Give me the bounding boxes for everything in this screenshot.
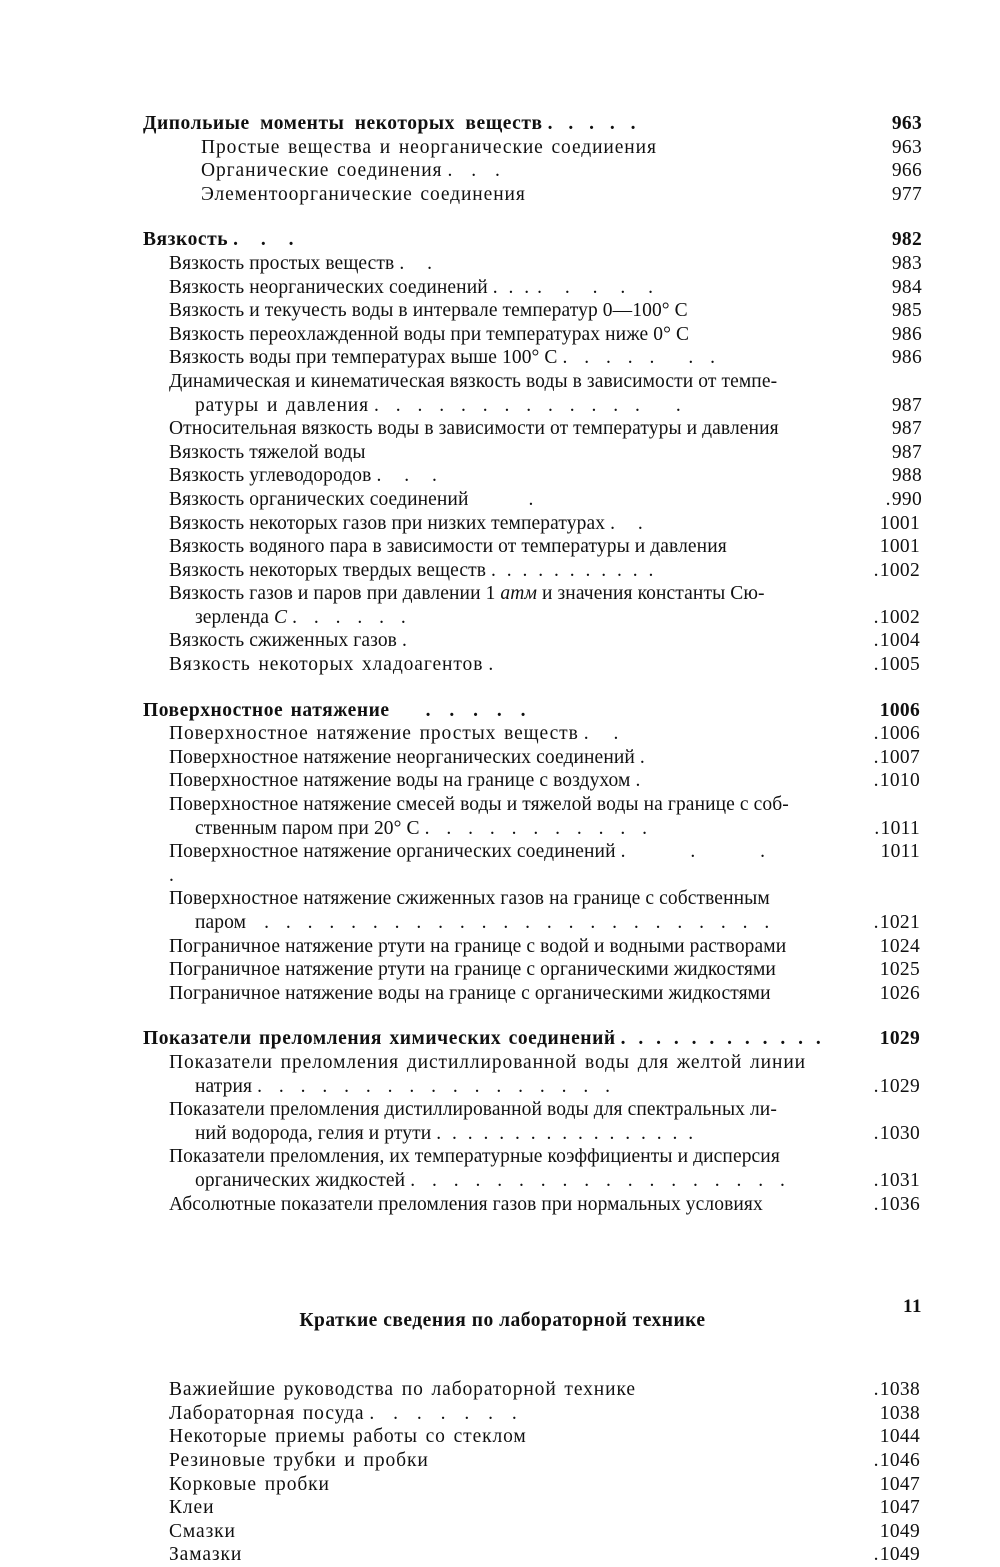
page-number — [840, 1543, 920, 1567]
list-item[interactable] — [169, 582, 922, 606]
page-number: 985 — [891, 300, 922, 322]
list-item[interactable] — [169, 276, 922, 300]
list-item[interactable] — [169, 793, 922, 817]
list-item[interactable] — [169, 1402, 922, 1426]
page-number-value: 1004 — [879, 630, 920, 652]
entry-title-cont: ний водорода, гелия и ртути — [195, 1122, 432, 1144]
subtitle-gap — [143, 1332, 922, 1378]
page-number: 987 — [891, 418, 922, 440]
dot-leader: . . . . . . . . . . . . — [620, 1028, 824, 1050]
list-item[interactable] — [169, 323, 922, 347]
list-item[interactable] — [169, 1051, 922, 1075]
list-item[interactable] — [169, 417, 922, 441]
dot-leader: . . . . . . . . . . . . . . . . . . — [410, 1169, 791, 1191]
entry-title: Вязкость простых веществ — [169, 252, 395, 274]
page-number: 986 — [891, 347, 922, 369]
entry-title: Органические соединения — [201, 160, 443, 182]
list-item[interactable] — [169, 1496, 922, 1520]
page-number — [840, 1027, 920, 1051]
entry-title: Смазки — [169, 1520, 236, 1542]
page-number — [840, 722, 920, 746]
dot-leader: . . . . . . . . . . . . . — [374, 394, 646, 416]
entry-title-cont: ственным паром при 20° С — [195, 817, 420, 839]
entry-title: Элементоорганические соединения — [201, 183, 526, 205]
page-number-value: 1029 — [879, 1028, 920, 1050]
dot-leader: . — [401, 630, 413, 652]
page-number — [840, 911, 920, 935]
dot-leader-2: . — [675, 394, 687, 416]
entry-title: Корковые пробки — [169, 1473, 330, 1495]
leader-dot: . — [873, 746, 879, 768]
list-item[interactable] — [169, 441, 922, 465]
leader-dot: . — [873, 723, 879, 745]
entry-title: Показатели преломления, их температурные коэффициенты и дисперсия — [169, 1146, 780, 1168]
page-number: 1011 — [880, 841, 920, 863]
list-item[interactable] — [169, 1425, 922, 1449]
list-item[interactable] — [169, 1543, 922, 1567]
dot-leader: . . . . . . . . . . . . . . . . . — [436, 1122, 697, 1144]
entry-title: Вязкость воды при температурах выше 100° С — [169, 347, 558, 369]
constant-c: С — [274, 606, 288, 628]
dot-leader-2: . . . . . — [537, 276, 663, 298]
toc-section-heading[interactable] — [143, 228, 922, 252]
entry-title: Пограничное натяжение ртути на границе с органическими жидкостями — [169, 959, 776, 981]
toc-section-heading[interactable] — [143, 112, 922, 136]
list-item[interactable] — [169, 488, 922, 512]
page-number: 1006 — [879, 699, 920, 721]
entry-title: Показатели преломления дистиллированной воды для спектральных ли- — [169, 1099, 777, 1121]
list-item[interactable] — [169, 464, 922, 488]
entry-title: Поверхностное натяжение органических соединений — [169, 841, 616, 863]
leader-dot: . — [873, 654, 879, 676]
folio-page-number: 11 — [903, 1296, 922, 1317]
leader-dot: . — [873, 1193, 879, 1215]
entry-title: Поверхностное натяжение смесей воды и тяжелой воды на границе с соб- — [169, 794, 789, 816]
list-item[interactable] — [169, 1098, 922, 1122]
list-item[interactable] — [169, 887, 922, 911]
page-number: 987 — [891, 394, 922, 416]
dot-leader: . . . — [447, 160, 506, 182]
list-item[interactable] — [169, 722, 922, 746]
list-item-continuation[interactable] — [169, 394, 922, 418]
entry-title-cont: органических жидкостей — [195, 1169, 406, 1191]
leader-dot: . — [873, 1449, 879, 1471]
leader-dot: . — [873, 770, 879, 792]
list-item[interactable] — [169, 840, 922, 887]
page-number — [840, 1169, 920, 1193]
page-number-value: 1011 — [880, 817, 920, 839]
page-number — [840, 1193, 920, 1217]
page-number — [840, 1449, 920, 1473]
page-number: 1024 — [879, 935, 920, 957]
toc-section-viscosity — [143, 228, 922, 676]
toc-section-surface-tension — [143, 699, 922, 1006]
page-number — [840, 1075, 920, 1099]
leader-dot: . — [873, 630, 879, 652]
dot-leader: . . . . . . . . . . . — [491, 559, 657, 581]
entry-title: Вязкость сжиженных газов — [169, 630, 397, 652]
page-number — [840, 1122, 920, 1146]
page-number-value: 1021 — [879, 912, 920, 933]
page-number — [842, 488, 922, 512]
entry-title: Простые вещества и неорганические соедииения — [201, 136, 657, 158]
list-item[interactable] — [201, 136, 922, 160]
dot-leader: . — [528, 488, 540, 510]
page-number — [840, 653, 920, 677]
page-number-value: 1046 — [879, 1449, 920, 1471]
page-number — [840, 769, 920, 793]
page-subtitle: Краткие сведения по лабораторной технике — [299, 1310, 706, 1332]
page-number: 1049 — [879, 1520, 920, 1542]
table-of-contents — [143, 112, 922, 1567]
dot-leader: . — [639, 746, 651, 768]
entry-title: Вязкость водяного пара в зависимости от температуры и давления — [169, 536, 727, 558]
dot-leader: . . . — [376, 465, 446, 487]
page-number-value: 1002 — [879, 559, 920, 581]
entry-title-cont: ратуры и давления — [195, 394, 370, 416]
page-number: 987 — [891, 441, 922, 463]
leader-dot: . — [874, 817, 880, 839]
page-number: 1001 — [879, 536, 920, 558]
toc-section-heading[interactable] — [143, 1027, 922, 1051]
list-item[interactable] — [169, 1520, 922, 1544]
page-number: 986 — [891, 323, 922, 345]
page-number-value: 1010 — [879, 770, 920, 792]
page-number: 963 — [891, 113, 922, 134]
dot-leader: . — [488, 654, 500, 676]
leader-dot: . — [873, 912, 879, 933]
unit-atm: атм — [500, 583, 537, 605]
list-item[interactable] — [169, 370, 922, 394]
dot-leader: . . . . . . . — [369, 1402, 523, 1424]
page-number-value: 1007 — [879, 746, 920, 768]
entry-title: Замазки — [169, 1544, 243, 1566]
page-number: 977 — [891, 183, 922, 205]
dot-leader: . . . . . — [562, 347, 661, 369]
dot-leader: . . . . — [169, 841, 796, 886]
entry-title: Вязкость некоторых газов при низких температурах — [169, 512, 606, 534]
list-item-continuation[interactable] — [169, 1075, 922, 1099]
page-number-value: 1036 — [879, 1193, 920, 1215]
entry-title: Поверхностное натяжение простых веществ — [169, 723, 579, 745]
entry-title: Вязкость и текучесть воды в интервале температур 0—100° С — [169, 300, 688, 322]
leader-dot: . — [873, 606, 879, 628]
dot-leader: . . . — [233, 229, 303, 251]
page-number-value: 1006 — [879, 723, 920, 745]
page-number — [840, 1378, 920, 1402]
leader-dot: . — [873, 1075, 879, 1097]
dot-leader: . . — [399, 252, 441, 274]
page-number: 963 — [891, 136, 922, 158]
page-number-value: 1031 — [879, 1169, 920, 1191]
page-number — [840, 817, 920, 841]
list-item-continuation[interactable] — [169, 911, 922, 935]
dot-leader: . . . . . . . . . . . — [424, 817, 653, 839]
page-number: 988 — [891, 465, 922, 487]
list-item[interactable] — [169, 769, 922, 793]
list-item[interactable] — [169, 1473, 922, 1497]
page-number-value: 1029 — [879, 1075, 920, 1097]
page-number: 1025 — [879, 959, 920, 981]
dot-leader: . . . . . . — [292, 606, 412, 628]
page-number-value: 1038 — [879, 1379, 920, 1401]
entry-title: Некоторые приемы работы со стеклом — [169, 1426, 527, 1448]
dot-leader: . . . . . . . . . . . . . . . . . . . . . . . . — [264, 912, 776, 933]
dot-leader: . . . . . . . . . . . . . . . . . — [257, 1075, 616, 1097]
page-number: 1001 — [879, 512, 920, 534]
toc-section-refractive-index — [143, 1027, 922, 1216]
entry-title: Вязкость переохлажденной воды при температурах ниже 0° С — [169, 323, 690, 345]
list-item[interactable] — [169, 1449, 922, 1473]
dot-leader-2: . . — [688, 347, 722, 369]
dot-leader: . . . — [492, 276, 533, 298]
list-item[interactable] — [169, 746, 922, 770]
list-item[interactable] — [169, 512, 922, 536]
list-item[interactable] — [169, 535, 922, 559]
entry-title: Вязкость углеводородов — [169, 465, 372, 487]
dot-leader: . . — [610, 512, 652, 534]
entry-title: Динамическая и кинематическая вязкость воды в зависимости от темпе- — [169, 370, 778, 392]
page-number: 1047 — [879, 1497, 920, 1519]
page-number: 984 — [891, 276, 922, 298]
list-item[interactable] — [169, 1145, 922, 1169]
page-number-value: 990 — [891, 488, 922, 510]
page-number — [840, 559, 920, 583]
entry-title: Поверхностное натяжение — [143, 699, 390, 721]
leader-dot: . — [885, 488, 891, 510]
entry-title: Пограничное натяжение ртути на границе с водой и водными растворами — [169, 935, 787, 957]
entry-title: Вязкость некоторых твердых веществ — [169, 559, 486, 581]
entry-title: Вязкость некоторых хладоагентов — [169, 654, 484, 676]
dot-leader: . . — [583, 723, 628, 745]
list-item-continuation[interactable] — [169, 1122, 922, 1146]
leader-dot: . — [873, 1379, 879, 1401]
page-number-value: 1005 — [879, 654, 920, 676]
leader-dot: . — [873, 1544, 879, 1566]
page-number — [840, 629, 920, 653]
page-number: 983 — [891, 252, 922, 274]
toc-section-heading[interactable] — [143, 699, 922, 723]
page-number: 966 — [891, 160, 922, 182]
list-item[interactable] — [201, 159, 922, 183]
page-number: 1038 — [879, 1402, 920, 1424]
list-item[interactable] — [169, 559, 922, 583]
list-item-continuation[interactable] — [169, 817, 922, 841]
dot-leader: . . . . . — [425, 699, 532, 721]
page-number-value: 1049 — [879, 1544, 920, 1566]
list-item[interactable] — [169, 1378, 922, 1402]
page-number: 1047 — [879, 1473, 920, 1495]
entry-title: Показатели преломления дистиллированной воды для желтой линии — [169, 1051, 806, 1073]
entry-title: Вязкость тяжелой воды — [169, 441, 366, 463]
page-number: 1026 — [879, 982, 920, 1004]
list-item[interactable] — [201, 183, 922, 207]
entry-title: Поверхностное натяжение сжиженных газов на границе с собственным — [169, 888, 770, 910]
list-item[interactable] — [169, 629, 922, 653]
page-number: 1044 — [879, 1426, 920, 1448]
list-item-continuation[interactable] — [169, 606, 922, 630]
entry-title: Относительная вязкость воды в зависимости от температуры и давления — [169, 418, 779, 440]
entry-title: Важиейшие руководства по лабораторной технике — [169, 1379, 636, 1401]
list-item[interactable] — [169, 299, 922, 323]
entry-title: Поверхностное натяжение воды на границе с воздухом — [169, 770, 631, 792]
entry-title-cont: паром — [195, 912, 247, 933]
page-number-value: 1030 — [879, 1122, 920, 1144]
list-item[interactable] — [169, 982, 922, 1006]
entry-title: Вязкость газов и паров при давлении 1 атм и значения константы Сю- — [169, 583, 765, 605]
entry-title: Пограничное натяжение воды на границе с органическими жидкостями — [169, 982, 771, 1004]
entry-title: Лабораторная посуда — [169, 1402, 365, 1424]
dot-leader: . . . . . — [547, 113, 639, 134]
toc-section-dipole-moments — [143, 112, 922, 206]
entry-title: Показатели преломления химических соединений — [143, 1028, 616, 1050]
leader-dot: . — [873, 1169, 879, 1191]
entry-title: Клеи — [169, 1497, 215, 1519]
list-item[interactable] — [169, 346, 922, 370]
leader-dot: . — [873, 1122, 879, 1144]
section-gap — [143, 1238, 922, 1310]
entry-title: Вязкость — [143, 229, 229, 251]
dot-leader: . — [635, 770, 647, 792]
leader-dot: . — [873, 559, 879, 581]
list-item[interactable] — [169, 653, 922, 677]
list-item[interactable] — [169, 935, 922, 959]
entry-title: Вязкость органических соединений — [169, 488, 469, 510]
page-number — [840, 746, 920, 770]
page-number-value: 1002 — [879, 606, 920, 628]
entry-title: Абсолютные показатели преломления газов при нормальных условиях — [169, 1193, 763, 1215]
entry-title: Поверхностное натяжение неорганических соединений — [169, 746, 635, 768]
page-number — [840, 606, 920, 630]
list-item[interactable] — [169, 1193, 922, 1217]
entry-title: Вязкость неорганических соединений — [169, 276, 488, 298]
toc-section-lab-technique — [143, 1378, 922, 1567]
page-number: 982 — [891, 229, 922, 251]
entry-title: Дипольиые моменты некоторых веществ — [143, 113, 543, 134]
entry-title-cont: зерленда С — [195, 606, 288, 628]
list-item-continuation[interactable] — [169, 1169, 922, 1193]
list-item[interactable] — [169, 252, 922, 276]
entry-title-cont: натрия — [195, 1075, 253, 1097]
list-item[interactable] — [169, 958, 922, 982]
entry-title: Резиновые трубки и пробки — [169, 1449, 429, 1471]
